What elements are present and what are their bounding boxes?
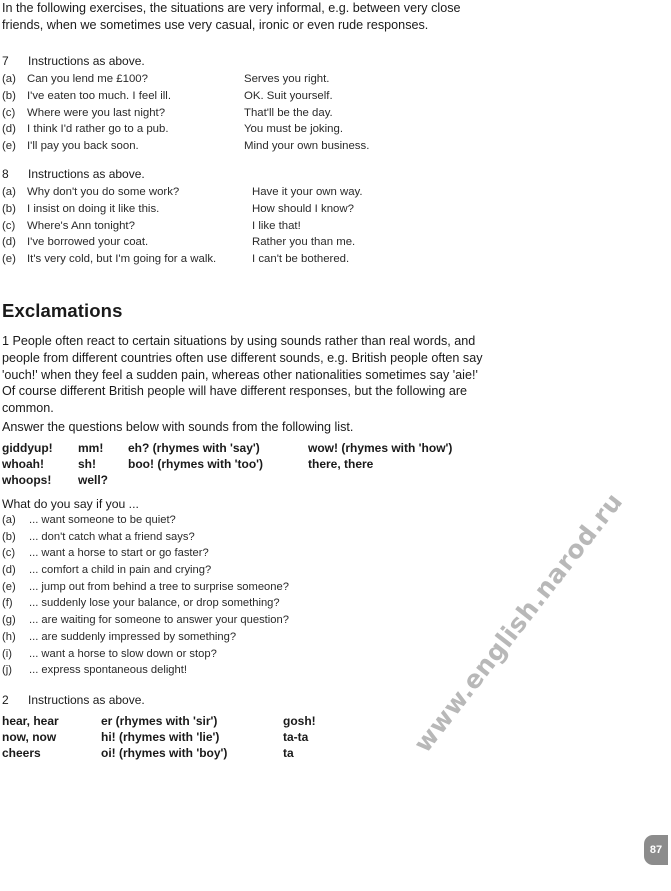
list-item: (f) ... suddenly lose your balance, or drop something? — [2, 597, 280, 610]
list-item: (a) ... want someone to be quiet? — [2, 514, 176, 526]
exercise-7-number: 7 — [2, 54, 9, 68]
exercise-7-instructions: Instructions as above. — [28, 54, 145, 68]
list-item: (d) I think I'd rather go to a pub. You must be joking. — [2, 123, 343, 136]
word-row: now, now hi! (rhymes with 'lie') ta-ta — [2, 730, 309, 744]
question-intro: What do you say if you ... — [2, 497, 139, 511]
exclamations-question-list — [2, 512, 422, 679]
list-item: (e) I'll pay you back soon. Mind your own business. — [2, 140, 370, 153]
list-item: (d) I've borrowed your coat. Rather you than me. — [2, 236, 356, 249]
word-row: whoah! sh! boo! (rhymes with 'too') there, there — [2, 457, 374, 471]
list-item: (e) It's very cold, but I'm going for a walk. I can't be bothered. — [2, 253, 350, 266]
answer-instruction: Answer the questions below with sounds from the following list. — [2, 420, 354, 434]
exercise-8-number: 8 — [2, 167, 9, 181]
list-item: (c) ... want a horse to start or go faster? — [2, 547, 209, 560]
list-item: (c) Where's Ann tonight? I like that! — [2, 219, 301, 232]
site-watermark: www.english.narod.ru — [408, 487, 629, 758]
exercise-8-instructions: Instructions as above. — [28, 167, 145, 181]
list-item: (c) Where were you last night? That'll be the day. — [2, 106, 333, 119]
list-item: (d) ... comfort a child in pain and crying? — [2, 564, 212, 577]
exercise-7-title — [2, 54, 145, 68]
exercise-2-instructions: Instructions as above. — [28, 693, 145, 707]
list-item: (h) ... are suddenly impressed by something? — [2, 630, 237, 643]
word-row: whoops! well? — [2, 473, 109, 487]
exercise-7-list — [2, 71, 422, 155]
exercise-2-number: 2 — [2, 693, 9, 707]
exclamations-heading: Exclamations — [2, 300, 123, 321]
page-number-badge: 87 — [644, 835, 668, 865]
list-item: (e) ... jump out from behind a tree to surprise someone? — [2, 580, 289, 593]
exercise-2-title — [2, 693, 145, 707]
word-row: cheers oi! (rhymes with 'boy') ta — [2, 746, 294, 760]
word-row: giddyup! mm! eh? (rhymes with 'say') wow! (rhymes with 'how') — [2, 441, 453, 455]
list-item: (a) Can you lend me £100? Serves you right. — [2, 73, 330, 85]
exercise-8-title — [2, 167, 145, 181]
exercise-8-list — [2, 184, 422, 268]
list-item: (a) Why don't you do some work? Have it your own way. — [2, 186, 363, 198]
sounds-word-list — [2, 440, 482, 488]
sounds-word-list-2 — [2, 713, 342, 761]
list-item: (b) I've eaten too much. I feel ill. OK. Suit yourself. — [2, 89, 333, 102]
exclamations-intro-paragraph: 1 People often react to certain situations by using sounds rather than real words, and people from different countries often use different sounds, e.g. British people often say 'ouch!' when they feel a sudden pain, whereas other nationalities sometimes say 'aie!' Of course different British people will have different responses, but the following are common. — [2, 334, 483, 416]
word-row: hear, hear er (rhymes with 'sir') gosh! — [2, 714, 316, 728]
list-item: (b) ... don't catch what a friend says? — [2, 530, 195, 543]
intro-paragraph: In the following exercises, the situations are very informal, e.g. between very close friends, when we sometimes use very casual, ironic or even rude responses. — [2, 1, 461, 32]
list-item: (g) ... are waiting for someone to answer your question? — [2, 614, 289, 627]
list-item: (i) ... want a horse to slow down or stop? — [2, 647, 217, 660]
list-item: (b) I insist on doing it like this. How should I know? — [2, 202, 354, 215]
list-item: (j) ... express spontaneous delight! — [2, 664, 187, 677]
